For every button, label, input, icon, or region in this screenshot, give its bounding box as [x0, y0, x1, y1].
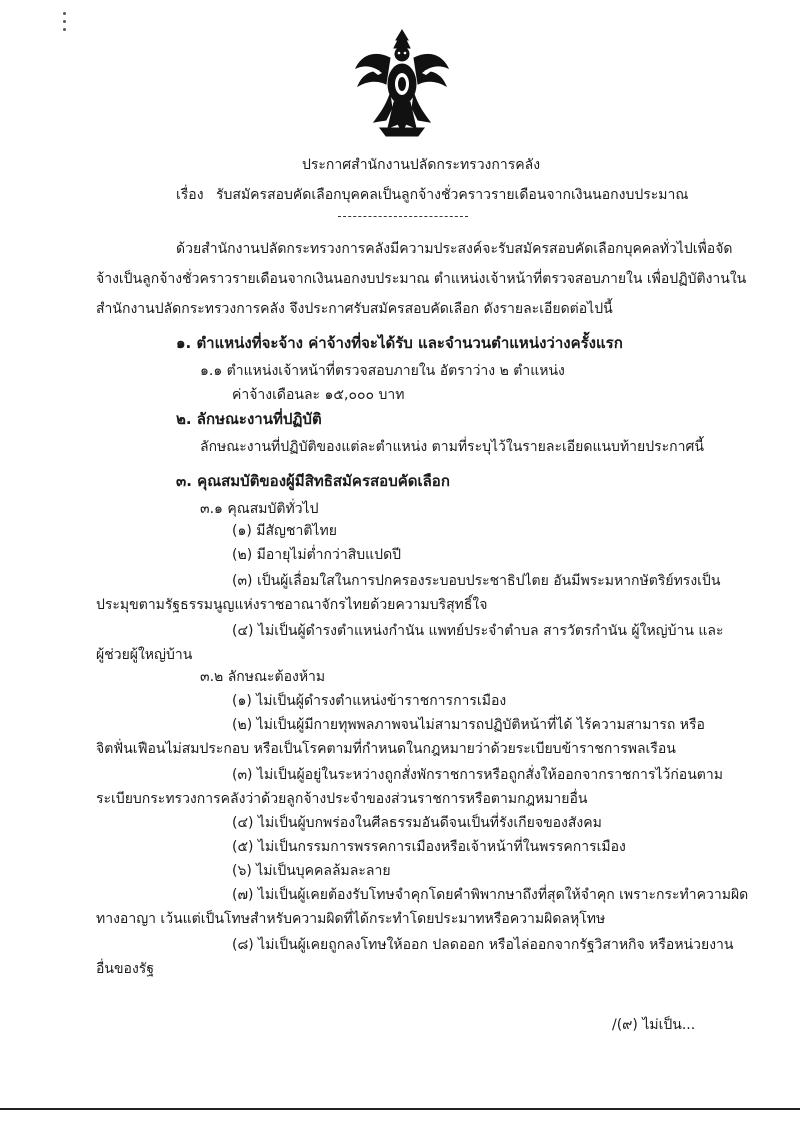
- garuda-emblem-icon: [352, 28, 452, 138]
- general-qualification-4-cont: ผู้ช่วยผู้ใหญ่บ้าน: [96, 647, 193, 663]
- section-2-text: ลักษณะงานที่ปฏิบัติของแต่ละตำแหน่ง ตามที่ระบุไว้ในรายละเอียดแนบท้ายประกาศนี้: [200, 439, 704, 455]
- intro-line-3: สำนักงานปลัดกระทรวงการคลัง จึงประกาศรับสมัครสอบคัดเลือก ดังรายละเอียดต่อไปนี้: [96, 301, 613, 317]
- section-3-1-heading: ๓.๑ คุณสมบัติทั่วไป: [200, 501, 319, 517]
- section-2-heading: ๒. ลักษณะงานที่ปฏิบัติ: [176, 410, 322, 428]
- prohibition-6: (๖) ไม่เป็นบุคคลล้มละลาย: [232, 863, 391, 879]
- prohibition-4: (๔) ไม่เป็นผู้บกพร่องในศีลธรรมอันดีจนเป็นที่รังเกียจของสังคม: [232, 815, 602, 831]
- section-3-2-heading: ๓.๒ ลักษณะต้องห้าม: [200, 669, 326, 685]
- subject-text: รับสมัครสอบคัดเลือกบุคคลเป็นลูกจ้างชั่วคราวรายเดือนจากเงินนอกงบประมาณ: [216, 187, 689, 203]
- section-1-wage: ค่าจ้างเดือนละ ๑๕,๐๐๐ บาท: [232, 387, 405, 403]
- section-1-heading: ๑. ตำแหน่งที่จะจ้าง ค่าจ้างที่จะได้รับ และจำนวนตำแหน่งว่างครั้งแรก: [176, 334, 623, 352]
- announcement-title: ประกาศสำนักงานปลัดกระทรวงการคลัง: [302, 157, 541, 173]
- prohibition-2: (๒) ไม่เป็นผู้มีกายทุพพลภาพจนไม่สามารถปฏิบัติหน้าที่ได้ ไร้ความสามารถ หรือ: [232, 717, 705, 733]
- section-1-item: ๑.๑ ตำแหน่งเจ้าหน้าที่ตรวจสอบภายใน อัตราว่าง ๒ ตำแหน่ง: [200, 363, 565, 379]
- prohibition-3: (๓) ไม่เป็นผู้อยู่ในระหว่างถูกสั่งพักราชการหรือถูกสั่งให้ออกจากราชการไว้ก่อนตาม: [232, 767, 723, 783]
- prohibition-2-cont: จิตฟั่นเฟือนไม่สมประกอบ หรือเป็นโรคตามที่กำหนดในกฎหมายว่าด้วยระเบียบข้าราชการพลเรือน: [96, 741, 676, 757]
- general-qualification-4: (๔) ไม่เป็นผู้ดำรงตำแหน่งกำนัน แพทย์ประจำตำบล สารวัตรกำนัน ผู้ใหญ่บ้าน และ: [232, 623, 724, 639]
- continued-marker: /(๙) ไม่เป็น...: [612, 1017, 696, 1033]
- intro-line-1: ด้วยสำนักงานปลัดกระทรวงการคลังมีความประสงค์จะรับสมัครสอบคัดเลือกบุคคลทั่วไปเพื่อจัด: [176, 241, 733, 257]
- title-separator: [338, 216, 468, 217]
- intro-line-2: จ้างเป็นลูกจ้างชั่วคราวรายเดือนจากเงินนอกงบประมาณ ตำแหน่งเจ้าหน้าที่ตรวจสอบภายใน เพื่อปฏิบัติงานใน: [96, 271, 747, 287]
- prohibition-3-cont: ระเบียบกระทรวงการคลังว่าด้วยลูกจ้างประจำของส่วนราชการหรือตามกฎหมายอื่น: [96, 791, 588, 807]
- section-3-heading: ๓. คุณสมบัติของผู้มีสิทธิสมัครสอบคัดเลือก: [176, 472, 450, 490]
- prohibition-7: (๗) ไม่เป็นผู้เคยต้องรับโทษจำคุกโดยคำพิพากษาถึงที่สุดให้จำคุก เพราะกระทำความผิด: [232, 887, 749, 903]
- general-qualification-3-cont: ประมุขตามรัฐธรรมนูญแห่งราชอาณาจักรไทยด้วยความบริสุทธิ์ใจ: [96, 597, 488, 613]
- general-qualification-2: (๒) มีอายุไม่ต่ำกว่าสิบแปดปี: [232, 547, 402, 563]
- general-qualification-1: (๑) มีสัญชาติไทย: [232, 523, 337, 539]
- prohibition-8: (๘) ไม่เป็นผู้เคยถูกลงโทษให้ออก ปลดออก หรือไล่ออกจากรัฐวิสาหกิจ หรือหน่วยงาน: [232, 937, 734, 953]
- prohibition-1: (๑) ไม่เป็นผู้ดำรงตำแหน่งข้าราชการการเมือง: [232, 693, 507, 709]
- subject-label: เรื่อง: [176, 187, 204, 203]
- scan-dots: [62, 10, 68, 40]
- prohibition-7-cont: ทางอาญา เว้นแต่เป็นโทษสำหรับความผิดที่ได้กระทำโดยประมาทหรือความผิดลหุโทษ: [96, 911, 606, 927]
- general-qualification-3: (๓) เป็นผู้เลื่อมใสในการปกครองระบอบประชาธิปไตย อันมีพระมหากษัตริย์ทรงเป็น: [232, 573, 721, 589]
- page-bottom-rule: [0, 1108, 800, 1110]
- prohibition-5: (๕) ไม่เป็นกรรมการพรรคการเมืองหรือเจ้าหน้าที่ในพรรคการเมือง: [232, 839, 626, 855]
- prohibition-8-cont: อื่นของรัฐ: [96, 961, 155, 977]
